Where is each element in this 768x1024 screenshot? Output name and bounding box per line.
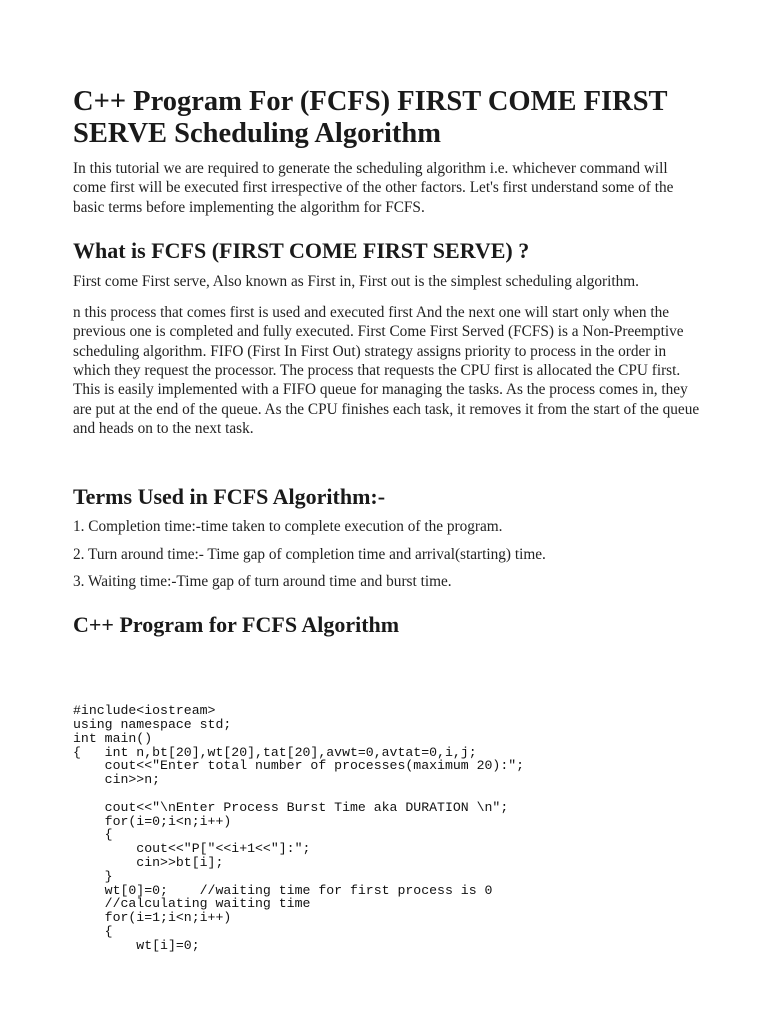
term-waiting-time: 3. Waiting time:-Time gap of turn around time and burst time.: [73, 572, 452, 590]
article-title: C++ Program For (FCFS) FIRST COME FIRST SERVE Scheduling Algorithm: [73, 86, 668, 149]
document-page: [73, 86, 703, 953]
term-completion-time: 1. Completion time:-time taken to complete execution of the program.: [73, 518, 503, 536]
code-section-heading: C++ Program for FCFS Algorithm: [73, 612, 400, 638]
fcfs-definition-paragraph: First come First serve, Also known as First in, First out is the simplest scheduling algorithm.: [73, 272, 639, 290]
code-block: #include<iostream> using namespace std; int main() { int n,bt[20],wt[20],tat[20],avwt=0,avtat=0,i,j; cout<<"Enter total number of processes(maximum 20):"; cin>>n; cout<<"\nEnter Process Burst Time aka DURATION \n"; for(i=0;i<n;i++) { cout<<"P["<<i+1<<"]:"; cin>>bt[i]; } wt[0]=0; //waiting time for first process is 0 //calculating waiting time for(i=1;i<n;i++) { wt[i]=0;: [73, 703, 525, 953]
fcfs-explanation-paragraph: n this process that comes first is used and executed first And the next one will start only when the previous one is completed and fully executed. First Come First Served (FCFS) is a Non-Preemptive scheduling algorithm. FIFO (First In First Out) strategy assigns priority to process in the order in which they request the processor. The process that requests the CPU first is allocated the CPU first. This is easily implemented with a FIFO queue for managing the tasks. As the process comes in, they are put at the end of the queue. As the CPU finishes each task, it removes it from the start of the queue and heads on to the next task.: [73, 304, 700, 437]
term-turn-around-time: 2. Turn around time:- Time gap of completion time and arrival(starting) time.: [73, 545, 546, 563]
what-is-fcfs-heading: What is FCFS (FIRST COME FIRST SERVE) ?: [73, 237, 530, 263]
terms-heading: Terms Used in FCFS Algorithm:-: [73, 484, 386, 510]
intro-paragraph: In this tutorial we are required to generate the scheduling algorithm i.e. whichever command will come first will be executed first irrespective of the other factors. Let's first understand some of the basic terms before implementing the algorithm for FCFS.: [73, 160, 674, 216]
